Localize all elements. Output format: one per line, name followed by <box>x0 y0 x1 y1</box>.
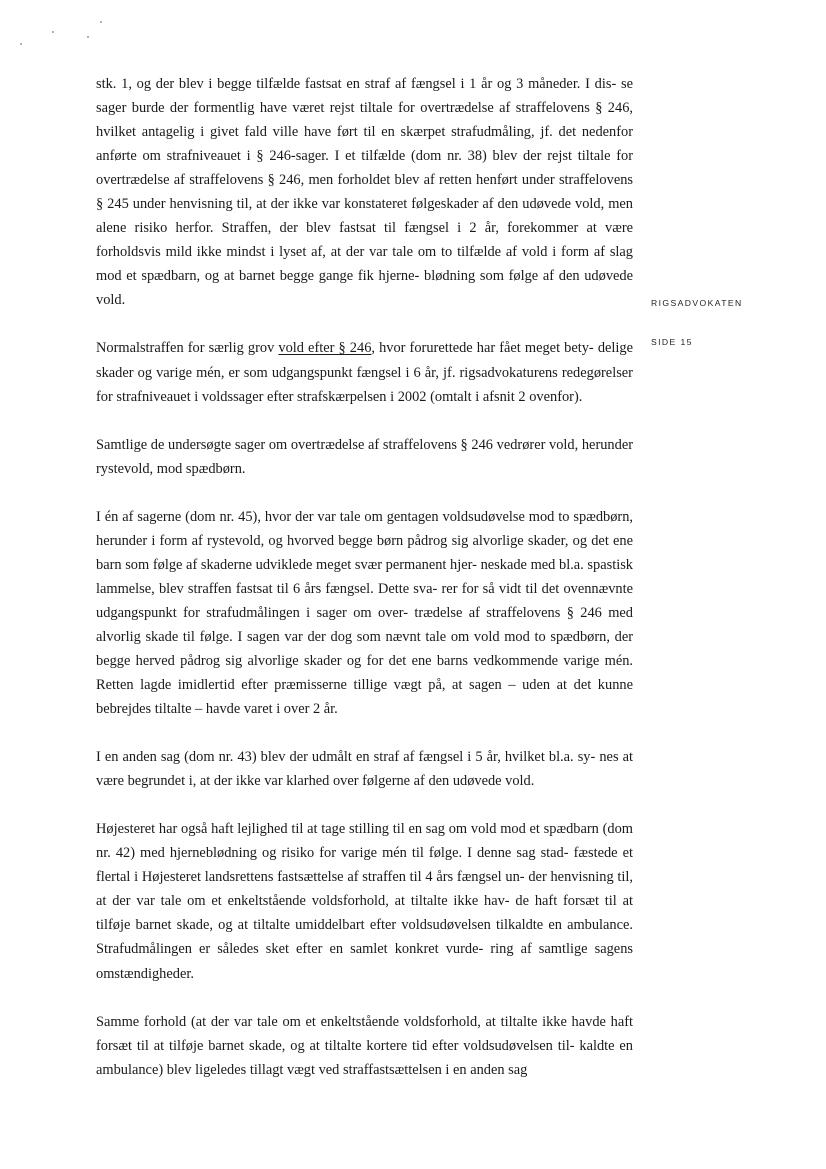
text-line: skader, og det ene barn som følge af skaderne udviklede meget svær permanent hjer- <box>96 532 633 573</box>
paragraph-4 <box>96 505 633 721</box>
paragraph-1 <box>96 72 633 312</box>
text-line: der henvisning til, at der var tale om et enkeltstående voldsforhold, at tiltalte ikke hav- <box>96 869 633 910</box>
text-line: 2 ovenfor). <box>518 388 583 405</box>
text-line: nes at være begrundet i, at der ikke var klarhed over følgerne af den udøvede vold. <box>96 749 633 790</box>
text-line: rer for så vidt til det ovennævnte udgangspunkt for strafudmålingen i sager om over- <box>96 580 633 621</box>
text-line: for det ene barns vedkommende varige mén. Retten lagde imidlertid efter præmisserne <box>96 652 634 694</box>
text-line: under straffelovens § 245 under henvisning til, at der ikke var konstateret følgeskader <box>96 172 633 213</box>
scan-speck <box>100 21 102 23</box>
text-line: Samtlige de undersøgte sager om overtrædelse af straffelovens § 246 vedrører vold, <box>96 436 579 453</box>
text-line: kaldte en ambulance) blev ligeledes tillagt vægt ved straffastsættelsen i en anden sag <box>96 1037 633 1078</box>
paragraph-7 <box>96 1010 633 1082</box>
text-line: , hvor forurettede har fået meget bety- <box>371 340 594 357</box>
text-line: af den udøvede vold, men alene risiko herfor. Straffen, der blev fastsat til fængsel i 2 <box>96 196 633 237</box>
paragraph-2 <box>96 336 633 408</box>
text-line: Samme forhold (at der var tale om et enkeltstående voldsforhold, at tiltalte ikke havde <box>96 1013 606 1030</box>
text-line: spædbørn, herunder i form af rystevold, og hvorved begge børn pådrog sig alvorlige <box>96 508 633 549</box>
paragraph-3 <box>96 433 633 481</box>
organization-label: RIGSADVOKATEN <box>651 298 743 308</box>
text-line: ring af samtlige sagens omstændigheder. <box>96 941 633 982</box>
scan-speck <box>87 36 89 38</box>
text-line: redegørelser for strafniveauet i voldssager efter strafskærpelsen i 2002 (omtalt i afsnit <box>96 364 633 405</box>
text-line: I en anden sag (dom nr. 43) blev der udmålt en straf af fængsel i 5 år, hvilket bl.a. sy- <box>96 749 596 766</box>
text-line: § 246, hvilket antagelig i givet fald ville have ført til en skærpet strafudmåling, jf. det <box>96 100 633 141</box>
text-line: se sager burde der formentlig have været rejst tiltale for overtrædelse af straffelovens <box>96 76 633 117</box>
text-line: år, forekommer at være forholdsvis mild ikke mindst i lyset af, at der var tale om to <box>96 220 634 261</box>
text-line: fæstede et flertal i Højesteret landsrettens fastsættelse af straffen til 4 års fængsel un- <box>96 845 633 886</box>
text-line: rejst tiltale for overtrædelse af straffelovens § 246, men forholdet blev af retten henført <box>96 148 633 189</box>
text-line: Normalstraffen for særlig grov <box>96 340 279 357</box>
scan-speck <box>52 31 54 33</box>
paragraph-6 <box>96 817 633 985</box>
page-number-label: SIDE 15 <box>651 337 693 347</box>
text-line: stk. 1, og der blev i begge tilfælde fastsat en straf af fængsel i 1 år og 3 måneder. I dis- <box>96 76 617 92</box>
paragraph-5 <box>96 745 633 793</box>
text-line: I én af sagerne (dom nr. 45), hvor der var tale om gentagen voldsudøvelse mod to <box>96 508 570 525</box>
text-line: nævnt tale om vold mod to spædbørn, der begge herved pådrog sig alvorlige skader og <box>96 628 634 669</box>
text-line: nedenfor anførte om strafniveauet i § 246-sager. I et tilfælde (dom nr. 38) blev der <box>96 124 633 165</box>
body-text <box>96 72 633 1082</box>
text-line: haft forsæt til at tilføje barnet skade, og at tiltalte kortere tid efter voldsudøvelsen til- <box>96 1013 634 1054</box>
scan-speck <box>20 43 22 45</box>
text-line: blødning som følge af den udøvede vold. <box>96 268 633 309</box>
text-line: (dom nr. 42) med hjerneblødning og risiko for varige mén til følge. I denne sag stad- <box>96 821 633 862</box>
text-line: Højesteret har også haft lejlighed til at tage stilling til en sag om vold mod et spædbarn <box>96 821 599 838</box>
text-line: tilkaldte en ambulance. Strafudmålingen er således sket efter en samlet konkret vurde- <box>96 917 633 958</box>
text-line: trædelse af straffelovens § 246 med alvorlig skade til følge. I sagen var der dog som <box>96 604 633 645</box>
text-line: tilfælde af vold i form af slag mod et spædbarn, og at barnet begge gange fik hjerne- <box>96 244 633 285</box>
text-line: delige skader og varige mén, er som udgangspunkt fængsel i 6 år, jf. rigsadvokaturens <box>96 340 634 381</box>
text-line: de haft forsæt til at tilføje barnet skade, og at tiltalte umiddelbart efter voldsudøvelsen <box>96 893 633 934</box>
text-line: herunder rystevold, mod spædbørn. <box>96 436 633 477</box>
text-line: neskade med bl.a. spastisk lammelse, blev straffen fastsat til 6 års fængsel. Dette sva- <box>96 556 633 597</box>
underlined-reference: vold efter § 246 <box>278 340 372 357</box>
text-line: tillige vægt på, at sagen – uden at det kunne bebrejdes tiltalte – havde varet i over 2 år. <box>96 677 633 718</box>
